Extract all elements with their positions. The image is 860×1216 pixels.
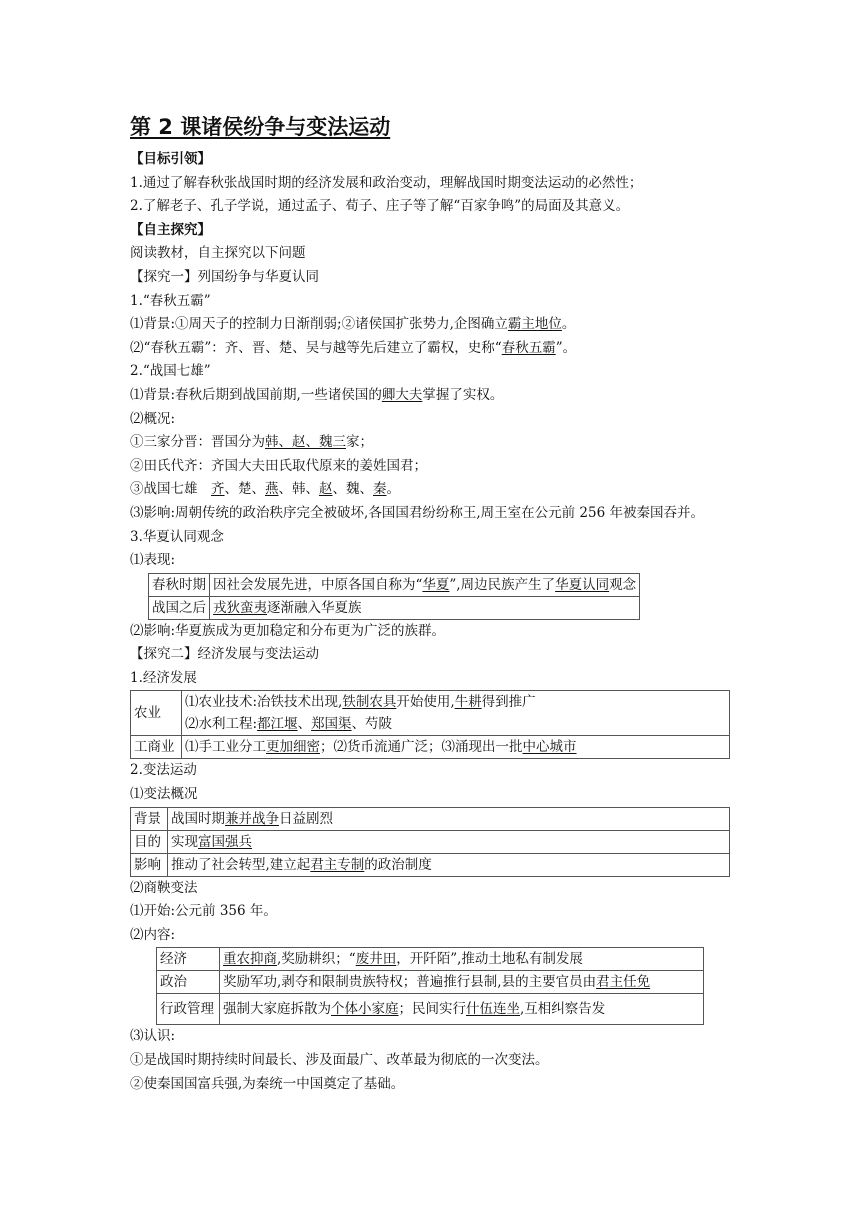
subheading-economy: 1.经济发展 <box>130 669 197 686</box>
table-cell-label: 行政管理 <box>157 994 220 1025</box>
understanding-1: ①是战国时期持续时间最长、涉及面最广、改革最为彻底的一次变法。 <box>130 1052 549 1069</box>
subheading-reform: 2.变法运动 <box>130 762 197 779</box>
table-row <box>157 994 704 1025</box>
table-cell-label: 春秋时期 <box>149 573 210 596</box>
table-row <box>131 830 730 853</box>
influence-2: ⑶影响:周朝传统的政治秩序完全被破坏,各国国君纷纷称王,周王室在公元前 256 年被秦国吞并。 <box>130 504 704 521</box>
tianshi-daiqi: ②田氏代齐：齐国大夫田氏取代原来的姜姓国君； <box>130 457 427 474</box>
table-cell: 推动了社会转型,建立起君主专制的政治制度 <box>168 853 730 876</box>
table-cell-label: 工商业 <box>131 736 182 759</box>
background-2: ⑴背景:春秋后期到战国前期,一些诸侯国的卿大夫掌握了实权。 <box>130 386 504 403</box>
influence-3: ⑵影响:华夏族成为更加稳定和分布更为广泛的族群。 <box>130 622 446 639</box>
background-1: ⑴背景:①周天子的控制力日渐削弱;②诸侯国扩张势力,企图确立霸主地位。 <box>130 316 576 333</box>
table-cell-label: 政治 <box>157 971 220 994</box>
understanding-2: ②使秦国国富兵强,为秦统一中国奠定了基础。 <box>130 1075 405 1092</box>
table-row <box>157 971 704 994</box>
table-cell-label: 战国之后 <box>149 596 210 619</box>
table-cell-label: 背景 <box>131 807 168 830</box>
table-cell-label: 农业 <box>131 691 182 736</box>
understanding-label: ⑶认识: <box>130 1028 176 1045</box>
subheading-huaxia: 3.华夏认同观念 <box>130 528 224 545</box>
table-cell: 实现富国强兵 <box>168 830 730 853</box>
subheading-chunqiu-wuba: 1.“春秋五霸” <box>130 292 211 309</box>
table-cell-label: 目的 <box>131 830 168 853</box>
sanjia-fenjin: ①三家分晋：晋国分为韩、赵、魏三家； <box>130 434 373 451</box>
table-cell-label: 影响 <box>131 853 168 876</box>
huaxia-table <box>148 573 640 620</box>
table-cell: 奖励军功,剥夺和限制贵族特权；普遍推行县制,县的主要官员由君主任免 <box>220 971 704 994</box>
table-row <box>157 948 704 971</box>
table-row <box>149 573 640 596</box>
reading-instruction: 阅读教材，自主探究以下问题 <box>130 245 306 262</box>
shang-yang-heading: ⑵商鞅变法 <box>130 879 198 896</box>
shang-yang-start: ⑴开始:公元前 356 年。 <box>130 903 277 920</box>
table-row <box>131 691 730 736</box>
zhanguo-qixiong-list: ③战国七雄 齐、楚、燕、韩、赵、魏、秦。 <box>130 481 400 498</box>
wuba-definition: ⑵“春秋五霸”：齐、晋、楚、吴与越等先后建立了霸权，史称“春秋五霸”。 <box>130 339 577 356</box>
subheading-zhanguo-qixiong: 2.“战国七雄” <box>130 363 211 380</box>
section-goal-heading: 【目标引领】 <box>130 151 211 167</box>
shang-yang-content-table <box>156 947 704 1025</box>
table-cell: 战国时期兼并战争日益剧烈 <box>168 807 730 830</box>
overview-label: ⑵概况: <box>130 410 176 427</box>
inquiry-2-heading: 【探究二】经济发展与变法运动 <box>130 646 319 663</box>
goal-item-1: 1.通过了解春秋张战国时期的经济发展和政治变动，理解战国时期变法运动的必然性； <box>130 174 643 191</box>
document-page <box>130 112 730 1096</box>
economy-table <box>130 690 730 759</box>
section-explore-heading: 【自主探究】 <box>130 221 211 238</box>
table-cell: ⑴农业技术:冶铁技术出现,铁制农具开始使用,牛耕得到推广 ⑵水利工程:都江堰、郑国渠、芍陂 <box>182 691 730 736</box>
page-title: 第 2 课诸侯纷争与变法运动 <box>130 115 391 139</box>
table-cell: 强制大家庭拆散为个体小家庭；民间实行什伍连坐,互相纠察告发 <box>220 994 704 1025</box>
reform-overview-table <box>130 807 730 877</box>
table-row <box>149 596 640 619</box>
table-row <box>131 853 730 876</box>
goal-item-2: 2.了解老子、孔子学说，通过孟子、荀子、庄子等了解“百家争鸣”的局面及其意义。 <box>130 198 630 215</box>
reform-overview-label: ⑴变法概况 <box>130 786 198 803</box>
inquiry-1-heading: 【探究一】列国纷争与华夏认同 <box>130 268 319 285</box>
manifestation-label: ⑴表现: <box>130 552 176 569</box>
table-cell-label: 经济 <box>157 948 220 971</box>
table-row <box>131 736 730 759</box>
content-label: ⑵内容: <box>130 926 176 943</box>
table-cell: ⑴手工业分工更加细密；⑵货币流通广泛；⑶涌现出一批中心城市 <box>182 736 730 759</box>
table-row <box>131 807 730 830</box>
table-cell: 戎狄蛮夷逐渐融入华夏族 <box>210 596 640 619</box>
table-cell: 因社会发展先进，中原各国自称为“华夏”,周边民族产生了华夏认同观念 <box>210 573 640 596</box>
table-cell: 重农抑商,奖励耕织；“废井田，开阡陌”,推动土地私有制发展 <box>220 948 704 971</box>
